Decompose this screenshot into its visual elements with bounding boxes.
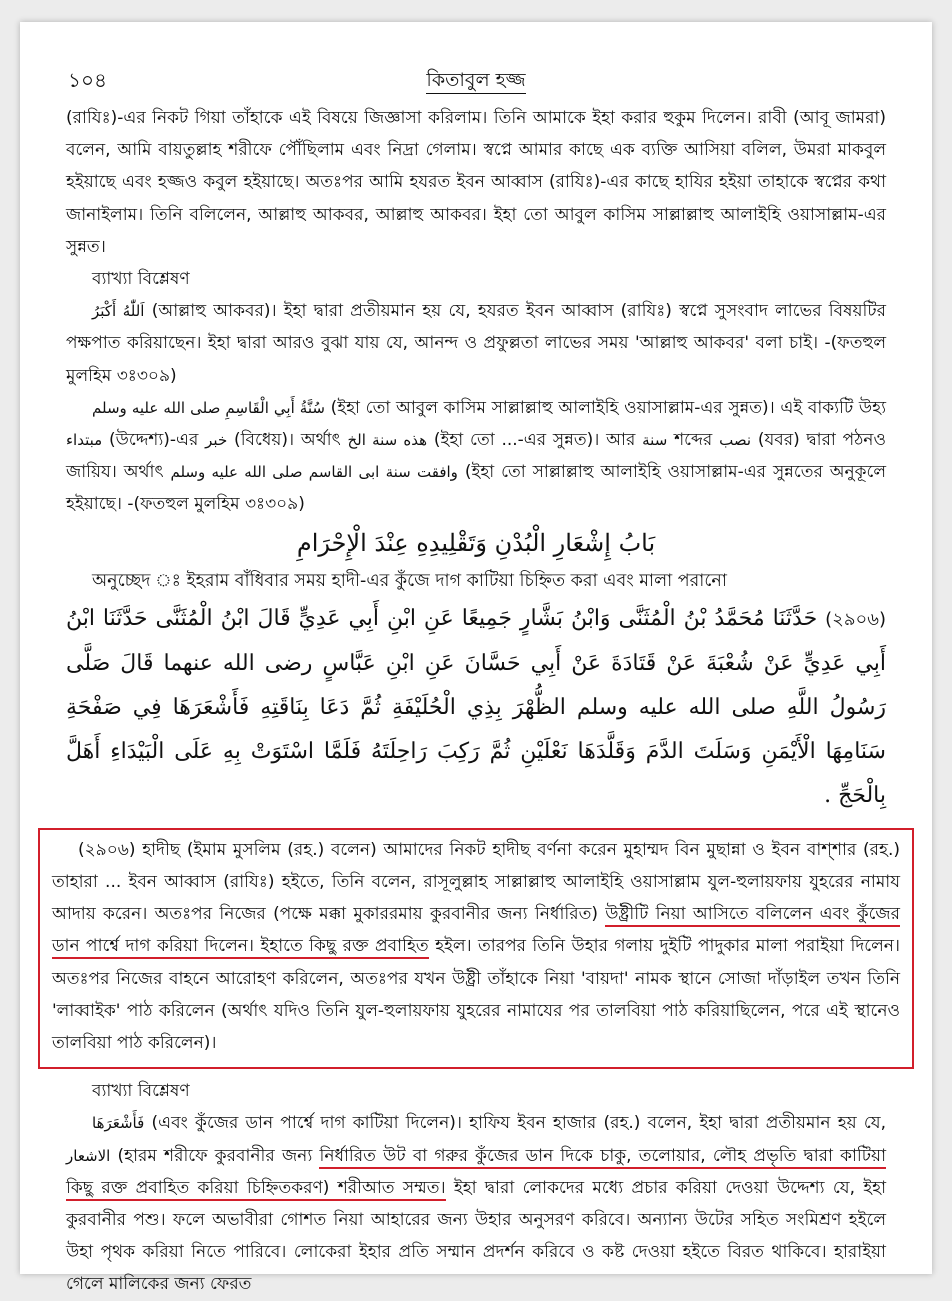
arabic-term: وافقت سنة ابى القاسم صلى الله عليه وسلم xyxy=(170,463,458,482)
analysis-text: (ইহা তো আবুল কাসিম সাল্লাল্লাহু আলাইহি ওয়াসাল্লাম-এর সুন্নত)। এই বাক্যটি উহ্য xyxy=(324,397,887,418)
hadith-number: (২৯০৬) xyxy=(825,608,886,630)
analysis-1-paragraph-2 xyxy=(66,392,886,521)
analysis-text: (যবর) দ্বারা পঠনও জায়িয। অর্থাৎ xyxy=(66,430,886,483)
highlight-box xyxy=(38,828,914,1069)
arabic-term: اَللّٰهُ أَكْبَرُ xyxy=(92,302,145,321)
analysis-text: ইহা দ্বারা লোকদের মধ্যে প্রচার করিয়া দেওয়া উদ্দেশ্য যে, ইহা কুরবানীর পশু। ফলে অভাবীরা গোশত নিয়া আহারের জন্য উহার অনুসরণ করিবে। অন্যান্য উটের সহিত সংমিশ্রণ হইলে উহা পৃথক করিয়া নিতে পারিবে। লোকেরা ইহার প্রতি সম্মান প্রদর্শন করিবে ও কষ্ট দেওয়া হইতে বিরত থাকিবে। হারাইয়া গেলে মালিকের জন্য ফেরত xyxy=(66,1177,886,1295)
arabic-term: الاشعار xyxy=(66,1146,111,1165)
analysis-text: (আল্লাহু আকবর)। ইহা দ্বারা প্রতীয়মান হয় যে, হযরত ইবন আব্বাস (রাযিঃ) স্বপ্নে সুসংবাদ লাভের বিষয়টির পক্ষপাত করিয়াছেন। ইহা দ্বারা আরও বুঝা যায় যে, আনন্দ ও প্রফুল্লতা লাভের সময় 'আল্লাহু আকবর' বলা চাই। -(ফতহুল মুলহিম ৩ঃ৩০৯) xyxy=(66,301,886,386)
analysis-2-paragraph xyxy=(66,1107,886,1300)
analysis-text: (বিধেয়)। অর্থাৎ xyxy=(227,430,348,451)
analysis-heading-1: ব্যাখ্যা বিশ্লেষণ xyxy=(92,269,190,290)
arabic-term: خبر xyxy=(205,431,228,450)
page-content xyxy=(52,102,900,1301)
arabic-term: سنة xyxy=(642,431,668,450)
analysis-1-paragraph-1 xyxy=(66,295,886,392)
analysis-text: শব্দের xyxy=(667,430,720,451)
arabic-term: هذه سنة الخ xyxy=(347,431,428,450)
analysis-text: (এবং কুঁজের ডান পার্শ্বে দাগ কাটিয়া দিলেন)। হাফিয ইবন হাজার (রহ.) বলেন, ইহা দ্বারা প্রতীয়মান হয় যে, xyxy=(144,1113,886,1134)
hadith-arabic-text: حَدَّثَنَا مُحَمَّدُ بْنُ الْمُثَنَّى وَابْنُ بَشَّارٍ جَمِيعًا عَنِ ابْنِ أَبِي عَدِيٍّ قَالَ ابْنُ الْمُثَنَّى حَدَّثَنَا ابْنُ أَبِي عَدِيٍّ عَنْ شُعْبَةَ عَنْ قَتَادَةَ عَنْ أَبِي حَسَّانَ عَنِ ابْنِ عَبَّاسٍ رضى الله عنهما قَالَ صَلَّى رَسُولُ اللَّهِ صلى الله عليه وسلم الظُّهْرَ بِذِي الْحُلَيْفَةِ ثُمَّ دَعَا بِنَاقَتِهِ فَأَشْعَرَهَا فِي صَفْحَةِ سَنَامِهَا الْأَيْمَنِ وَسَلَتَ الدَّمَ وَقَلَّدَهَا نَعْلَيْنِ ثُمَّ رَكِبَ رَاحِلَتَهُ فَلَمَّا اسْتَوَتْ بِهِ عَلَى الْبَيْدَاءِ أَهَلَّ بِالْحَجِّ . xyxy=(66,605,886,808)
chapter-title-bengali: অনুচ্ছেদ ঃ ইহরাম বাঁধিবার সময় হাদী-এর কুঁজে দাগ কাটিয়া চিহ্নিত করা এবং মালা পরানো xyxy=(92,570,727,591)
analysis-text: (ইহা তো ...-এর সুন্নত)। আর xyxy=(427,430,643,451)
arabic-term: نصب xyxy=(719,431,752,450)
hadith-translation xyxy=(52,834,900,1059)
running-title xyxy=(20,66,932,98)
arabic-term: فَأَشْعَرَهَا xyxy=(92,1114,145,1133)
chapter-title-arabic: بَابُ إِشْعَارِ الْبُدْنِ وَتَقْلِيدِهِ عِنْدَ الْإِحْرَامِ xyxy=(296,528,656,557)
page-number: ১০৪ xyxy=(68,68,107,92)
running-title-text: কিতাবুল হজ্জ xyxy=(426,69,525,94)
analysis-text: (হারম শরীফে কুরবানীর জন্য xyxy=(110,1145,320,1166)
opening-paragraph: (রাযিঃ)-এর নিকট গিয়া তাঁহাকে এই বিষয়ে জিজ্ঞাসা করিলাম। তিনি আমাকে ইহা করার হুকুম দিলেন। রাবী (আবূ জামরা) বলেন, আমি বায়তুল্লাহ শরীফে পৌঁছিলাম এবং নিদ্রা গেলাম। স্বপ্নে আমার কাছে এক ব্যক্তি আসিয়া বলিল, উমরা মাকবুল হইয়াছে এবং হজ্জও কবুল হইয়াছে। অতঃপর আমি হযরত ইবন আব্বাস (রাযিঃ)-এর কাছে হাযির হইয়া তাহাকে স্বপ্নের কথা জানাইলাম। তিনি বলিলেন, আল্লাহু আকবর, আল্লাহু আকবর। ইহা তো আবুল কাসিম সাল্লাল্লাহু আলাইহি ওয়াসাল্লাম-এর সুন্নত। xyxy=(66,108,886,257)
underlined-text: নির্ধারিত উট বা গরুর কুঁজের ডান দিকে চাকু, তলোয়ার, লৌহ প্রভৃতি দ্বারা কাটিয়া কিছু রক্ত প্রবাহিত করিয়া চিহ্নিতকরণ) শরীআত সম্মত। xyxy=(66,1146,886,1201)
hadith-arabic xyxy=(66,597,886,818)
underlined-text: উষ্ট্রীটি নিয়া আসিতে বলিলেন এবং কুঁজের ডান পার্শ্বে দাগ করিয়া দিলেন। ইহাতে কিছু রক্ত প্রবাহিত xyxy=(52,904,900,959)
analysis-heading-2: ব্যাখ্যা বিশ্লেষণ xyxy=(92,1081,190,1102)
arabic-term: سُنَّةُ أَبِي الْقَاسِمِ صلى الله عليه وسلم xyxy=(92,398,325,417)
analysis-text: (উদ্দেশ্য)-এর xyxy=(102,430,206,451)
arabic-term: مبتداء xyxy=(66,431,103,450)
book-page xyxy=(20,22,932,1295)
translation-text: (২৯০৬) হাদীছ (ইমাম মুসলিম (রহ.) বলেন) আমাদের নিকট হাদীছ বর্ণনা করেন মুহাম্মদ বিন মুছান্না ও ইবন বাশ্শার (রহ.) তাহারা ... ইবন আব্বাস (রাযিঃ) হইতে, তিনি বলেন, রাসূলুল্লাহ সাল্লাল্লাহু আলাইহি ওয়াসাল্লাম যুল-হুলায়ফায় যুহরের নামায আদায় করেন। অতঃপর নিজের (পক্ষে মক্কা মুকাররমায় কুরবানীর জন্য নির্ধারিত) xyxy=(52,839,900,925)
analysis-text: (ইহা তো সাল্লাল্লাহু আলাইহি ওয়াসাল্লাম-এর সুন্নতের অনুকূলে হইয়াছে। -(ফতহুল মুলহিম ৩ঃ৩০৯) xyxy=(66,462,886,515)
translation-text: হইল। তারপর তিনি উহার গলায় দুইটি পাদুকার মালা পরাইয়া দিলেন। অতঃপর নিজের বাহনে আরোহণ করিলেন, অতঃপর যখন উষ্ট্রী তাঁহাকে নিয়া 'বায়দা' নামক স্থানে সোজা দাঁড়াইল তখন তিনি 'লাব্বাইক' পাঠ করিলেন (অর্থাৎ যদিও তিনি যুল-হুলায়ফায় যুহরের নামাযের পর তালবিয়া পাঠ করিয়াছিলেন, পরে এই স্থানেও তালবিয়া পাঠ করিলেন)। xyxy=(52,936,900,1054)
